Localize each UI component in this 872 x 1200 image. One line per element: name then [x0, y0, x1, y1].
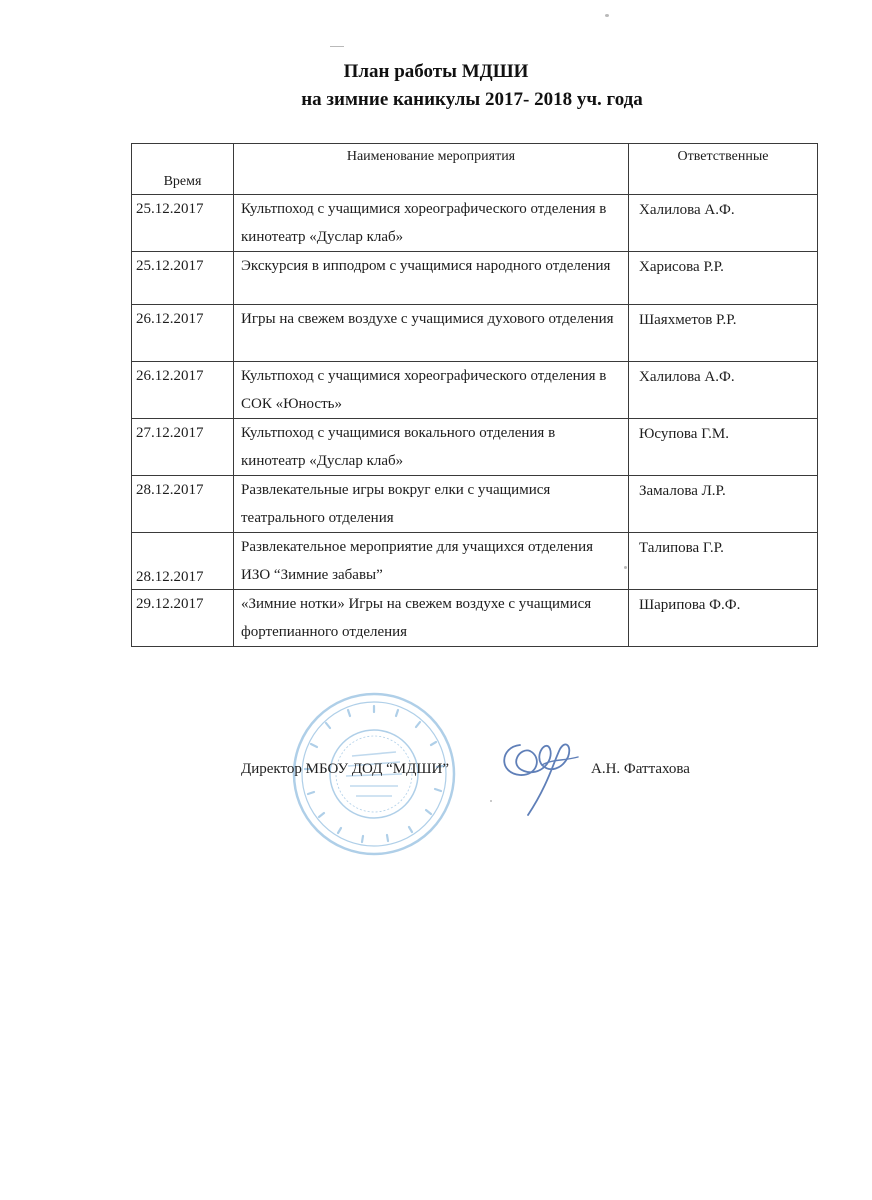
event-text: Развлекательные игры вокруг елки с учащимися театрального отделения [241, 482, 551, 526]
responsible-text: Юсупова Г.М. [639, 426, 730, 442]
scan-speck [605, 14, 609, 17]
responsible-cell [629, 533, 818, 590]
event-text: Развлекательное мероприятие для учащихся отделения ИЗО “Зимние забавы” [241, 539, 594, 583]
responsible-text: Талипова Г.Р. [639, 540, 724, 556]
date-text: 28.12.2017 [136, 482, 204, 498]
date-cell [132, 590, 234, 647]
document-title-line1: План работы МДШИ [343, 61, 529, 82]
responsible-cell [629, 476, 818, 533]
date-cell [132, 476, 234, 533]
table-row [132, 476, 818, 533]
table-row [132, 590, 818, 647]
event-cell [234, 590, 629, 647]
responsible-cell [629, 590, 818, 647]
date-cell [132, 362, 234, 419]
event-text: Игры на свежем воздухе с учащимися духового отделения [241, 311, 614, 327]
date-text: 26.12.2017 [136, 368, 204, 384]
schedule-table [131, 143, 818, 647]
table-row [132, 252, 818, 305]
responsible-text: Шаяхметов Р.Р. [639, 312, 737, 328]
responsible-text: Халилова А.Ф. [639, 202, 735, 218]
date-cell [132, 419, 234, 476]
responsible-cell [629, 252, 818, 305]
director-name: А.Н. Фаттахова [591, 761, 690, 777]
date-cell [132, 305, 234, 362]
event-cell [234, 476, 629, 533]
date-text: 28.12.2017 [136, 569, 204, 585]
event-text: Культпоход с учащимися вокального отделения в кинотеатр «Дуслар клаб» [241, 425, 556, 469]
header-responsible [629, 144, 818, 195]
date-text: 25.12.2017 [136, 201, 204, 217]
date-text: 26.12.2017 [136, 311, 204, 327]
event-text: Культпоход с учащимися хореографического отделения в кинотеатр «Дуслар клаб» [241, 201, 607, 245]
event-cell [234, 419, 629, 476]
director-title: Директор МБОУ ДОД “МДШИ” [241, 761, 449, 777]
responsible-cell [629, 362, 818, 419]
responsible-text: Харисова Р.Р. [639, 259, 724, 275]
responsible-text: Халилова А.Ф. [639, 369, 735, 385]
date-text: 27.12.2017 [136, 425, 204, 441]
document-title-line2: на зимние каникулы 2017- 2018 уч. года [301, 89, 643, 110]
event-cell [234, 305, 629, 362]
date-cell [132, 533, 234, 590]
date-cell [132, 252, 234, 305]
responsible-cell [629, 419, 818, 476]
event-text: «Зимние нотки» Игры на свежем воздухе с учащимися фортепианного отделения [241, 596, 592, 640]
date-text: 25.12.2017 [136, 258, 204, 274]
date-text: 29.12.2017 [136, 596, 204, 612]
header-event-label: Наименование мероприятия [346, 149, 516, 164]
responsible-cell [629, 195, 818, 252]
table-row [132, 419, 818, 476]
table-row [132, 362, 818, 419]
header-responsible-label: Ответственные [677, 149, 769, 164]
event-cell [234, 252, 629, 305]
scan-speck [624, 566, 627, 569]
header-event [234, 144, 629, 195]
table-header-row [132, 144, 818, 195]
table-row [132, 533, 818, 590]
responsible-text: Шарипова Ф.Ф. [639, 597, 741, 613]
date-cell [132, 195, 234, 252]
scan-speck [490, 800, 492, 802]
responsible-text: Замалова Л.Р. [639, 483, 726, 499]
director-signature [490, 735, 590, 825]
scan-speck [330, 46, 344, 47]
responsible-cell [629, 305, 818, 362]
event-cell [234, 362, 629, 419]
header-date-label: Время [163, 174, 202, 189]
event-text: Экскурсия в ипподром с учащимися народного отделения [241, 258, 611, 274]
event-text: Культпоход с учащимися хореографического отделения в СОК «Юность» [241, 368, 607, 412]
header-date [132, 144, 234, 195]
table-row [132, 195, 818, 252]
event-cell [234, 195, 629, 252]
event-cell [234, 533, 629, 590]
table-row [132, 305, 818, 362]
